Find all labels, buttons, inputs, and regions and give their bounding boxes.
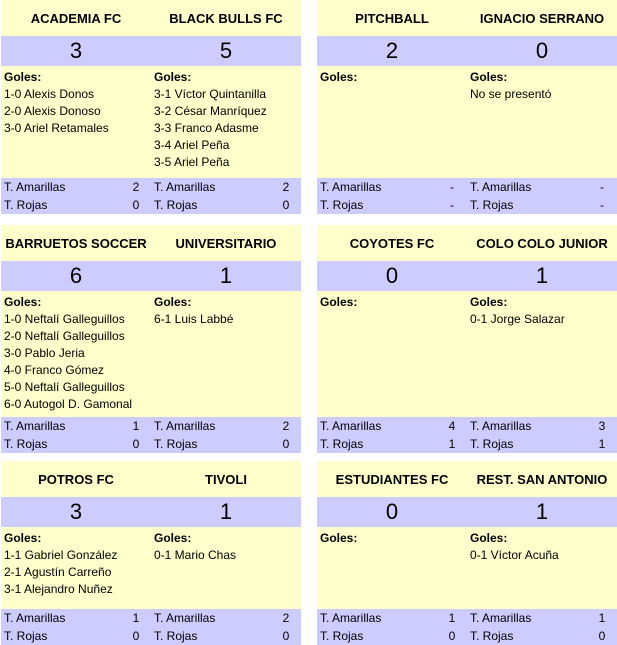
- red-cards-label: T. Rojas: [154, 437, 198, 451]
- goals-section: [317, 66, 617, 178]
- goal-entry: 0-1 Víctor Acuña: [470, 548, 559, 562]
- goal-entry: 3-2 César Manríquez: [154, 104, 267, 118]
- home-cards: [1, 178, 151, 214]
- yellow-cards-label: T. Amarillas: [320, 419, 382, 433]
- goal-entry: 0-1 Mario Chas: [154, 548, 237, 562]
- goal-entry: 3-3 Franco Adasme: [154, 121, 259, 135]
- goal-entry: 0-1 Jorge Salazar: [470, 312, 565, 326]
- red-cards-label: T. Rojas: [470, 437, 514, 451]
- home-team-name: ESTUDIANTES FC: [335, 471, 449, 487]
- red-cards-row: [151, 627, 301, 645]
- red-cards-label: T. Rojas: [154, 198, 198, 212]
- red-cards-count: 0: [448, 629, 456, 643]
- goal-entry: 3-1 Víctor Quintanilla: [154, 87, 267, 101]
- red-cards-count: 0: [598, 629, 606, 643]
- red-cards-label: T. Rojas: [4, 629, 48, 643]
- goals-label: Goles:: [320, 531, 358, 545]
- away-score: 1: [219, 263, 233, 288]
- red-cards-count: -: [450, 198, 454, 212]
- match-header: [1, 225, 301, 261]
- yellow-cards-row: [1, 178, 151, 196]
- home-score: 3: [69, 499, 83, 524]
- home-team-name: ACADEMIA FC: [30, 10, 122, 26]
- goals-label: Goles:: [320, 70, 358, 84]
- red-cards-row: [467, 435, 617, 453]
- red-cards-count: 1: [448, 437, 456, 451]
- away-team-name: UNIVERSITARIO: [175, 235, 277, 251]
- away-cards: [151, 609, 301, 645]
- home-team-name: POTROS FC: [38, 471, 114, 487]
- score-row: [317, 36, 617, 66]
- match-card: [1, 225, 301, 453]
- home-goals: [317, 66, 467, 178]
- goals-label: Goles:: [154, 295, 192, 309]
- goals-label: Goles:: [320, 295, 358, 309]
- yellow-cards-label: T. Amarillas: [154, 180, 216, 194]
- match-header: [317, 225, 617, 261]
- yellow-cards-count: 2: [132, 180, 140, 194]
- home-score: 3: [69, 38, 83, 63]
- goal-entry: 1-0 Neftalí Galleguillos: [4, 312, 125, 326]
- yellow-cards-count: 2: [282, 611, 290, 625]
- goals-label: Goles:: [470, 531, 508, 545]
- cards-section: [1, 417, 301, 453]
- red-cards-label: T. Rojas: [320, 198, 364, 212]
- goal-entry: 1-1 Gabriel González: [4, 548, 118, 562]
- yellow-cards-row: [1, 609, 151, 627]
- yellow-cards-count: 1: [448, 611, 456, 625]
- red-cards-row: [151, 196, 301, 214]
- goals-label: Goles:: [154, 70, 192, 84]
- match-header: [1, 461, 301, 497]
- goal-entry: 2-0 Neftalí Galleguillos: [4, 329, 125, 343]
- goal-entry: No se presentó: [470, 87, 552, 101]
- yellow-cards-row: [151, 609, 301, 627]
- red-cards-count: 0: [132, 629, 140, 643]
- yellow-cards-row: [317, 417, 467, 435]
- home-cards: [1, 417, 151, 453]
- away-cards: [151, 417, 301, 453]
- away-goals: [151, 527, 301, 609]
- goals-section: [1, 527, 301, 609]
- red-cards-row: [317, 627, 467, 645]
- yellow-cards-row: [467, 178, 617, 196]
- cards-section: [1, 178, 301, 214]
- red-cards-count: 0: [282, 437, 290, 451]
- yellow-cards-row: [151, 417, 301, 435]
- red-cards-label: T. Rojas: [470, 198, 514, 212]
- match-header: [317, 461, 617, 497]
- red-cards-count: 0: [282, 629, 290, 643]
- yellow-cards-row: [1, 417, 151, 435]
- red-cards-row: [151, 435, 301, 453]
- away-cards: [467, 609, 617, 645]
- yellow-cards-count: 2: [282, 180, 290, 194]
- red-cards-row: [1, 435, 151, 453]
- yellow-cards-label: T. Amarillas: [4, 419, 66, 433]
- goals-label: Goles:: [470, 295, 508, 309]
- goals-label: Goles:: [154, 531, 192, 545]
- away-team-name: TIVOLI: [205, 471, 247, 487]
- away-score: 1: [535, 263, 549, 288]
- red-cards-row: [467, 196, 617, 214]
- score-row: [1, 36, 301, 66]
- home-score: 6: [69, 263, 83, 288]
- goal-entry: 1-0 Alexis Donos: [4, 87, 95, 101]
- away-team-name: COLO COLO JUNIOR: [476, 235, 608, 251]
- match-card: [317, 0, 617, 214]
- goals-label: Goles:: [4, 70, 42, 84]
- yellow-cards-count: 2: [282, 419, 290, 433]
- home-goals: [1, 291, 151, 417]
- away-goals: [467, 527, 617, 609]
- match-card: [317, 225, 617, 453]
- yellow-cards-count: -: [600, 180, 604, 194]
- away-team-name: REST. SAN ANTONIO: [476, 471, 608, 487]
- home-score: 0: [385, 263, 399, 288]
- cards-section: [317, 609, 617, 645]
- goals-label: Goles:: [4, 531, 42, 545]
- away-goals: [467, 66, 617, 178]
- yellow-cards-label: T. Amarillas: [154, 611, 216, 625]
- red-cards-row: [317, 435, 467, 453]
- red-cards-label: T. Rojas: [320, 437, 364, 451]
- away-team-name: IGNACIO SERRANO: [479, 10, 605, 26]
- home-cards: [317, 417, 467, 453]
- goals-section: [317, 527, 617, 609]
- goals-label: Goles:: [470, 70, 508, 84]
- red-cards-count: 1: [598, 437, 606, 451]
- home-goals: [317, 291, 467, 417]
- yellow-cards-row: [151, 178, 301, 196]
- red-cards-label: T. Rojas: [470, 629, 514, 643]
- yellow-cards-label: T. Amarillas: [470, 180, 532, 194]
- yellow-cards-count: 1: [598, 611, 606, 625]
- red-cards-count: -: [600, 198, 604, 212]
- goals-section: [317, 291, 617, 417]
- red-cards-label: T. Rojas: [320, 629, 364, 643]
- score-row: [317, 261, 617, 291]
- yellow-cards-label: T. Amarillas: [154, 419, 216, 433]
- away-cards: [467, 417, 617, 453]
- yellow-cards-count: 4: [448, 419, 456, 433]
- home-team-name: COYOTES FC: [349, 235, 435, 251]
- goal-entry: 2-1 Agustín Carreño: [4, 565, 112, 579]
- goal-entry: 5-0 Neftalí Galleguillos: [4, 380, 125, 394]
- match-header: [317, 0, 617, 36]
- goal-entry: 3-4 Ariel Peña: [154, 138, 230, 152]
- red-cards-count: 0: [282, 198, 290, 212]
- yellow-cards-label: T. Amarillas: [470, 611, 532, 625]
- home-team-name: PITCHBALL: [355, 10, 429, 26]
- goal-entry: 2-0 Alexis Donoso: [4, 104, 101, 118]
- yellow-cards-count: 1: [132, 419, 140, 433]
- red-cards-label: T. Rojas: [4, 198, 48, 212]
- away-goals: [151, 66, 301, 178]
- match-card: [1, 461, 301, 645]
- cards-section: [317, 178, 617, 214]
- match-card: [317, 461, 617, 645]
- away-goals: [467, 291, 617, 417]
- away-score: 0: [535, 38, 549, 63]
- goal-entry: 6-1 Luis Labbé: [154, 312, 234, 326]
- yellow-cards-count: 3: [598, 419, 606, 433]
- yellow-cards-label: T. Amarillas: [320, 180, 382, 194]
- red-cards-count: 0: [132, 437, 140, 451]
- score-row: [1, 261, 301, 291]
- red-cards-row: [317, 196, 467, 214]
- yellow-cards-label: T. Amarillas: [470, 419, 532, 433]
- away-score: 1: [219, 499, 233, 524]
- away-goals: [151, 291, 301, 417]
- home-goals: [1, 527, 151, 609]
- home-goals: [1, 66, 151, 178]
- home-team-name: BARRUETOS SOCCER: [5, 235, 147, 251]
- cards-section: [1, 609, 301, 645]
- away-score: 5: [219, 38, 233, 63]
- yellow-cards-row: [467, 417, 617, 435]
- yellow-cards-label: T. Amarillas: [320, 611, 382, 625]
- yellow-cards-count: 1: [132, 611, 140, 625]
- goals-section: [1, 291, 301, 417]
- away-cards: [151, 178, 301, 214]
- red-cards-label: T. Rojas: [4, 437, 48, 451]
- home-cards: [1, 609, 151, 645]
- goals-label: Goles:: [4, 295, 42, 309]
- home-score: 0: [385, 499, 399, 524]
- away-cards: [467, 178, 617, 214]
- home-cards: [317, 178, 467, 214]
- goal-entry: 6-0 Autogol D. Gamonal: [4, 397, 133, 411]
- yellow-cards-row: [317, 609, 467, 627]
- away-score: 1: [535, 499, 549, 524]
- home-cards: [317, 609, 467, 645]
- goal-entry: 3-0 Ariel Retamales: [4, 121, 109, 135]
- goal-entry: 3-1 Alejandro Nuñez: [4, 582, 113, 596]
- score-row: [317, 497, 617, 527]
- goals-section: [1, 66, 301, 178]
- red-cards-count: 0: [132, 198, 140, 212]
- home-score: 2: [385, 38, 399, 63]
- red-cards-row: [1, 627, 151, 645]
- yellow-cards-label: T. Amarillas: [4, 611, 66, 625]
- match-card: [1, 0, 301, 214]
- goal-entry: 3-0 Pablo Jeria: [4, 346, 85, 360]
- cards-section: [317, 417, 617, 453]
- away-team-name: BLACK BULLS FC: [169, 10, 283, 26]
- goal-entry: 4-0 Franco Gómez: [4, 363, 105, 377]
- score-row: [1, 497, 301, 527]
- red-cards-row: [467, 627, 617, 645]
- goal-entry: 3-5 Ariel Peña: [154, 155, 230, 169]
- yellow-cards-row: [317, 178, 467, 196]
- red-cards-row: [1, 196, 151, 214]
- home-goals: [317, 527, 467, 609]
- yellow-cards-row: [467, 609, 617, 627]
- red-cards-label: T. Rojas: [154, 629, 198, 643]
- match-header: [1, 0, 301, 36]
- yellow-cards-label: T. Amarillas: [4, 180, 66, 194]
- yellow-cards-count: -: [450, 180, 454, 194]
